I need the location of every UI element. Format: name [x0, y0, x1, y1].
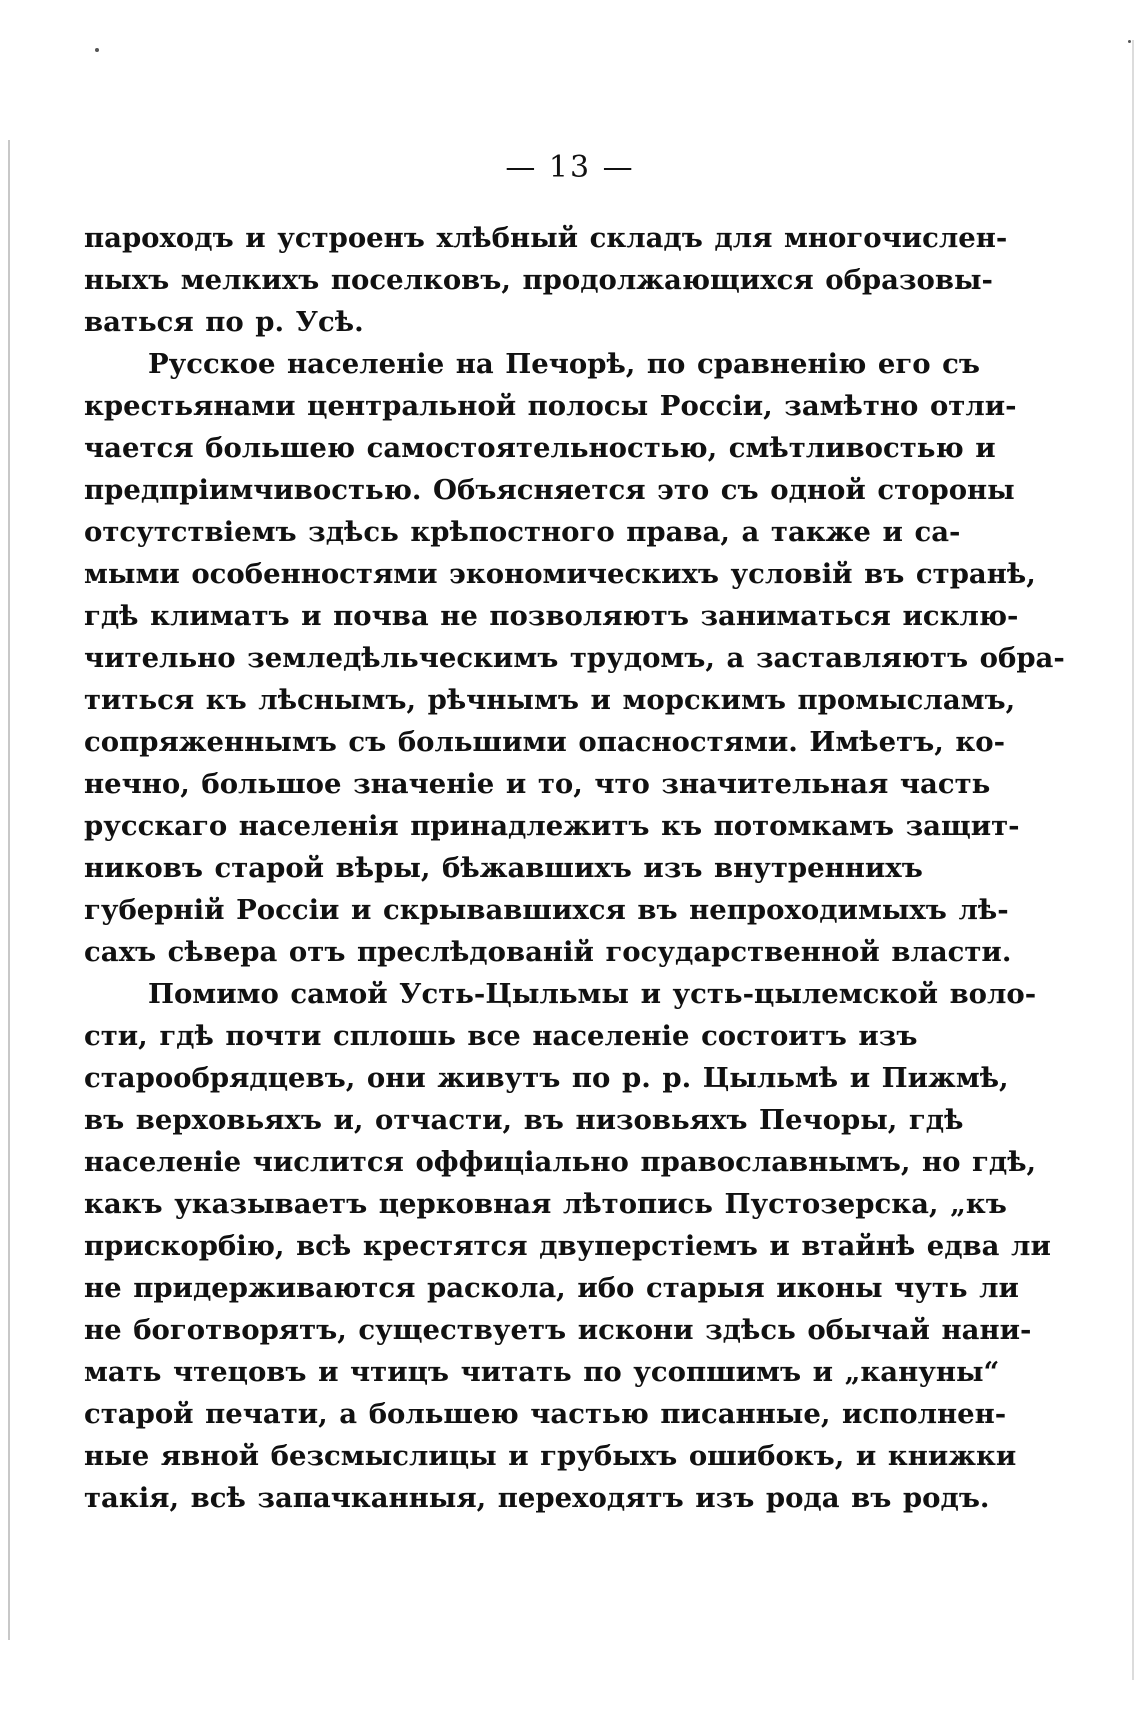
text-line: сопряженнымъ съ большими опасностями. Имѣетъ, ко-: [84, 726, 1006, 758]
text-line: Русское населеніе на Печорѣ, по сравненію его съ: [148, 348, 980, 380]
text-line: губерній Россіи и скрывавшихся въ непроходимыхъ лѣ-: [84, 894, 1009, 926]
paragraph: [84, 217, 1008, 343]
text-line: не придерживаются раскола, ибо старыя иконы чуть ли: [84, 1272, 1019, 1304]
text-line: чается большею самостоятельностью, смѣтливостью и: [84, 432, 996, 464]
text-line: не боготворятъ, существуетъ искони здѣсь обычай нани-: [84, 1314, 1032, 1346]
paragraph: [84, 343, 1065, 973]
text-line: населеніе числится оффиціально православнымъ, но гдѣ,: [84, 1146, 1037, 1178]
page-number: — 13 —: [505, 150, 635, 185]
left-edge-scan-mark: [8, 140, 10, 1640]
text-line: мать чтецовъ и чтицъ читать по усопшимъ и „кануны“: [84, 1356, 1000, 1388]
text-line: такія, всѣ запачканныя, переходятъ изъ рода въ родъ.: [84, 1482, 990, 1514]
text-line: крестьянами центральной полосы Россіи, замѣтно отли-: [84, 390, 1017, 422]
text-line: титься къ лѣснымъ, рѣчнымъ и морскимъ промысламъ,: [84, 684, 1016, 716]
text-line: старообрядцевъ, они живутъ по р. р. Цыльмѣ и Пижмѣ,: [84, 1062, 1009, 1094]
scan-speck: [1128, 40, 1131, 43]
text-line: старой печати, а большею частью писанные, исполнен-: [84, 1398, 1007, 1430]
text-line: русскаго населенія принадлежитъ къ потомкамъ защит-: [84, 810, 1020, 842]
text-line: какъ указываетъ церковная лѣтопись Пустозерска, „къ: [84, 1188, 1007, 1220]
text-line: пароходъ и устроенъ хлѣбный складъ для многочислен-: [84, 222, 1008, 254]
paragraph: [84, 973, 1051, 1519]
text-line: предпріимчивостью. Объясняется это съ одной стороны: [84, 474, 1015, 506]
text-line: гдѣ климатъ и почва не позволяютъ заниматься исклю-: [84, 600, 1019, 632]
text-line: чительно земледѣльческимъ трудомъ, а заставляютъ обра-: [84, 642, 1065, 674]
text-line: прискорбію, всѣ крестятся двуперстіемъ и втайнѣ едва ли: [84, 1230, 1051, 1262]
text-line: сти, гдѣ почти сплошь все населеніе состоитъ изъ: [84, 1020, 918, 1052]
text-line: ныхъ мелкихъ поселковъ, продолжающихся образовы-: [84, 264, 993, 296]
text-line: сахъ сѣвера отъ преслѣдованій государственной власти.: [84, 936, 1012, 968]
body-text: [84, 217, 1065, 1519]
text-line: отсутствіемъ здѣсь крѣпостного права, а также и са-: [84, 516, 961, 548]
text-line: нечно, большое значеніе и то, что значительная часть: [84, 768, 991, 800]
text-line: ваться по р. Усѣ.: [84, 306, 364, 338]
text-line: Помимо самой Усть-Цыльмы и усть-цылемской воло-: [148, 978, 1037, 1010]
scan-speck: [95, 48, 99, 52]
text-line: мыми особенностями экономическихъ условій въ странѣ,: [84, 558, 1036, 590]
text-line: никовъ старой вѣры, бѣжавшихъ изъ внутреннихъ: [84, 852, 923, 884]
right-edge-scan-mark: [1132, 40, 1134, 1680]
text-line: ные явной безсмыслицы и грубыхъ ошибокъ, и книжки: [84, 1440, 1017, 1472]
text-line: въ верховьяхъ и, отчасти, въ низовьяхъ Печоры, гдѣ: [84, 1104, 964, 1136]
